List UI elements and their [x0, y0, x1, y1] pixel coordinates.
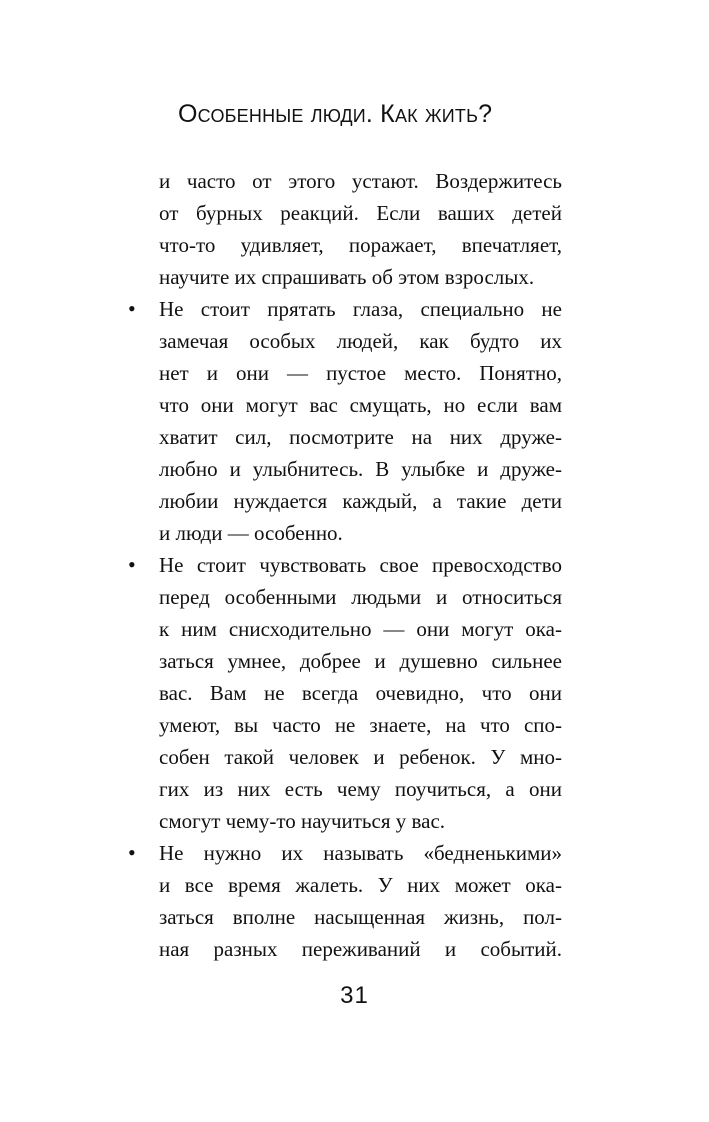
text-line: нет и они — пустое место. Понятно,	[159, 361, 562, 385]
text-line: Не стоит чувствовать свое превосходство	[159, 553, 562, 577]
text-line: любии нуждается каждый, а такие дети	[159, 489, 562, 513]
text-line: смогут чему-то научиться у вас.	[159, 809, 446, 833]
text-line: Не нужно их называть «бедненькими»	[159, 841, 562, 865]
text-line: что-то удивляет, поражает, впечатляет,	[159, 233, 562, 257]
bullet-marker: •	[128, 552, 136, 577]
text-line: замечая особых людей, как будто их	[159, 329, 562, 353]
text-line: и люди — особенно.	[159, 521, 343, 545]
text-line: что они могут вас смущать, но если вам	[159, 393, 562, 417]
text-line: и все время жалеть. У них может ока-	[159, 873, 562, 897]
text-line: от бурных реакций. Если ваших детей	[159, 201, 562, 225]
text-line: и часто от этого устают. Воздержитесь	[159, 169, 562, 193]
text-line: Не стоит прятать глаза, специально не	[159, 297, 562, 321]
text-line: заться вполне насыщенная жизнь, пол-	[159, 905, 562, 929]
text-line: перед особенными людьми и относиться	[159, 585, 562, 609]
text-line: научите их спрашивать об этом взрослых.	[159, 265, 535, 289]
text-line: заться умнее, добрее и душевно сильнее	[159, 649, 562, 673]
text-line: гих из них есть чему поучиться, а они	[159, 777, 562, 801]
text-line: любно и улыбнитесь. В улыбке и друже-	[159, 457, 562, 481]
text-line: ная разных переживаний и событий.	[159, 937, 562, 961]
bullet-marker: •	[128, 840, 136, 865]
text-line: хватит сил, посмотрите на них друже-	[159, 425, 562, 449]
running-header: Особенные люди. Как жить?	[178, 100, 493, 128]
text-line: умеют, вы часто не знаете, на что спо-	[159, 713, 562, 737]
page-number: 31	[340, 982, 369, 1009]
text-line: собен такой человек и ребенок. У мно-	[159, 745, 562, 769]
text-line: вас. Вам не всегда очевидно, что они	[159, 681, 562, 705]
bullet-marker: •	[128, 296, 136, 321]
text-line: к ним снисходительно — они могут ока-	[159, 617, 562, 641]
